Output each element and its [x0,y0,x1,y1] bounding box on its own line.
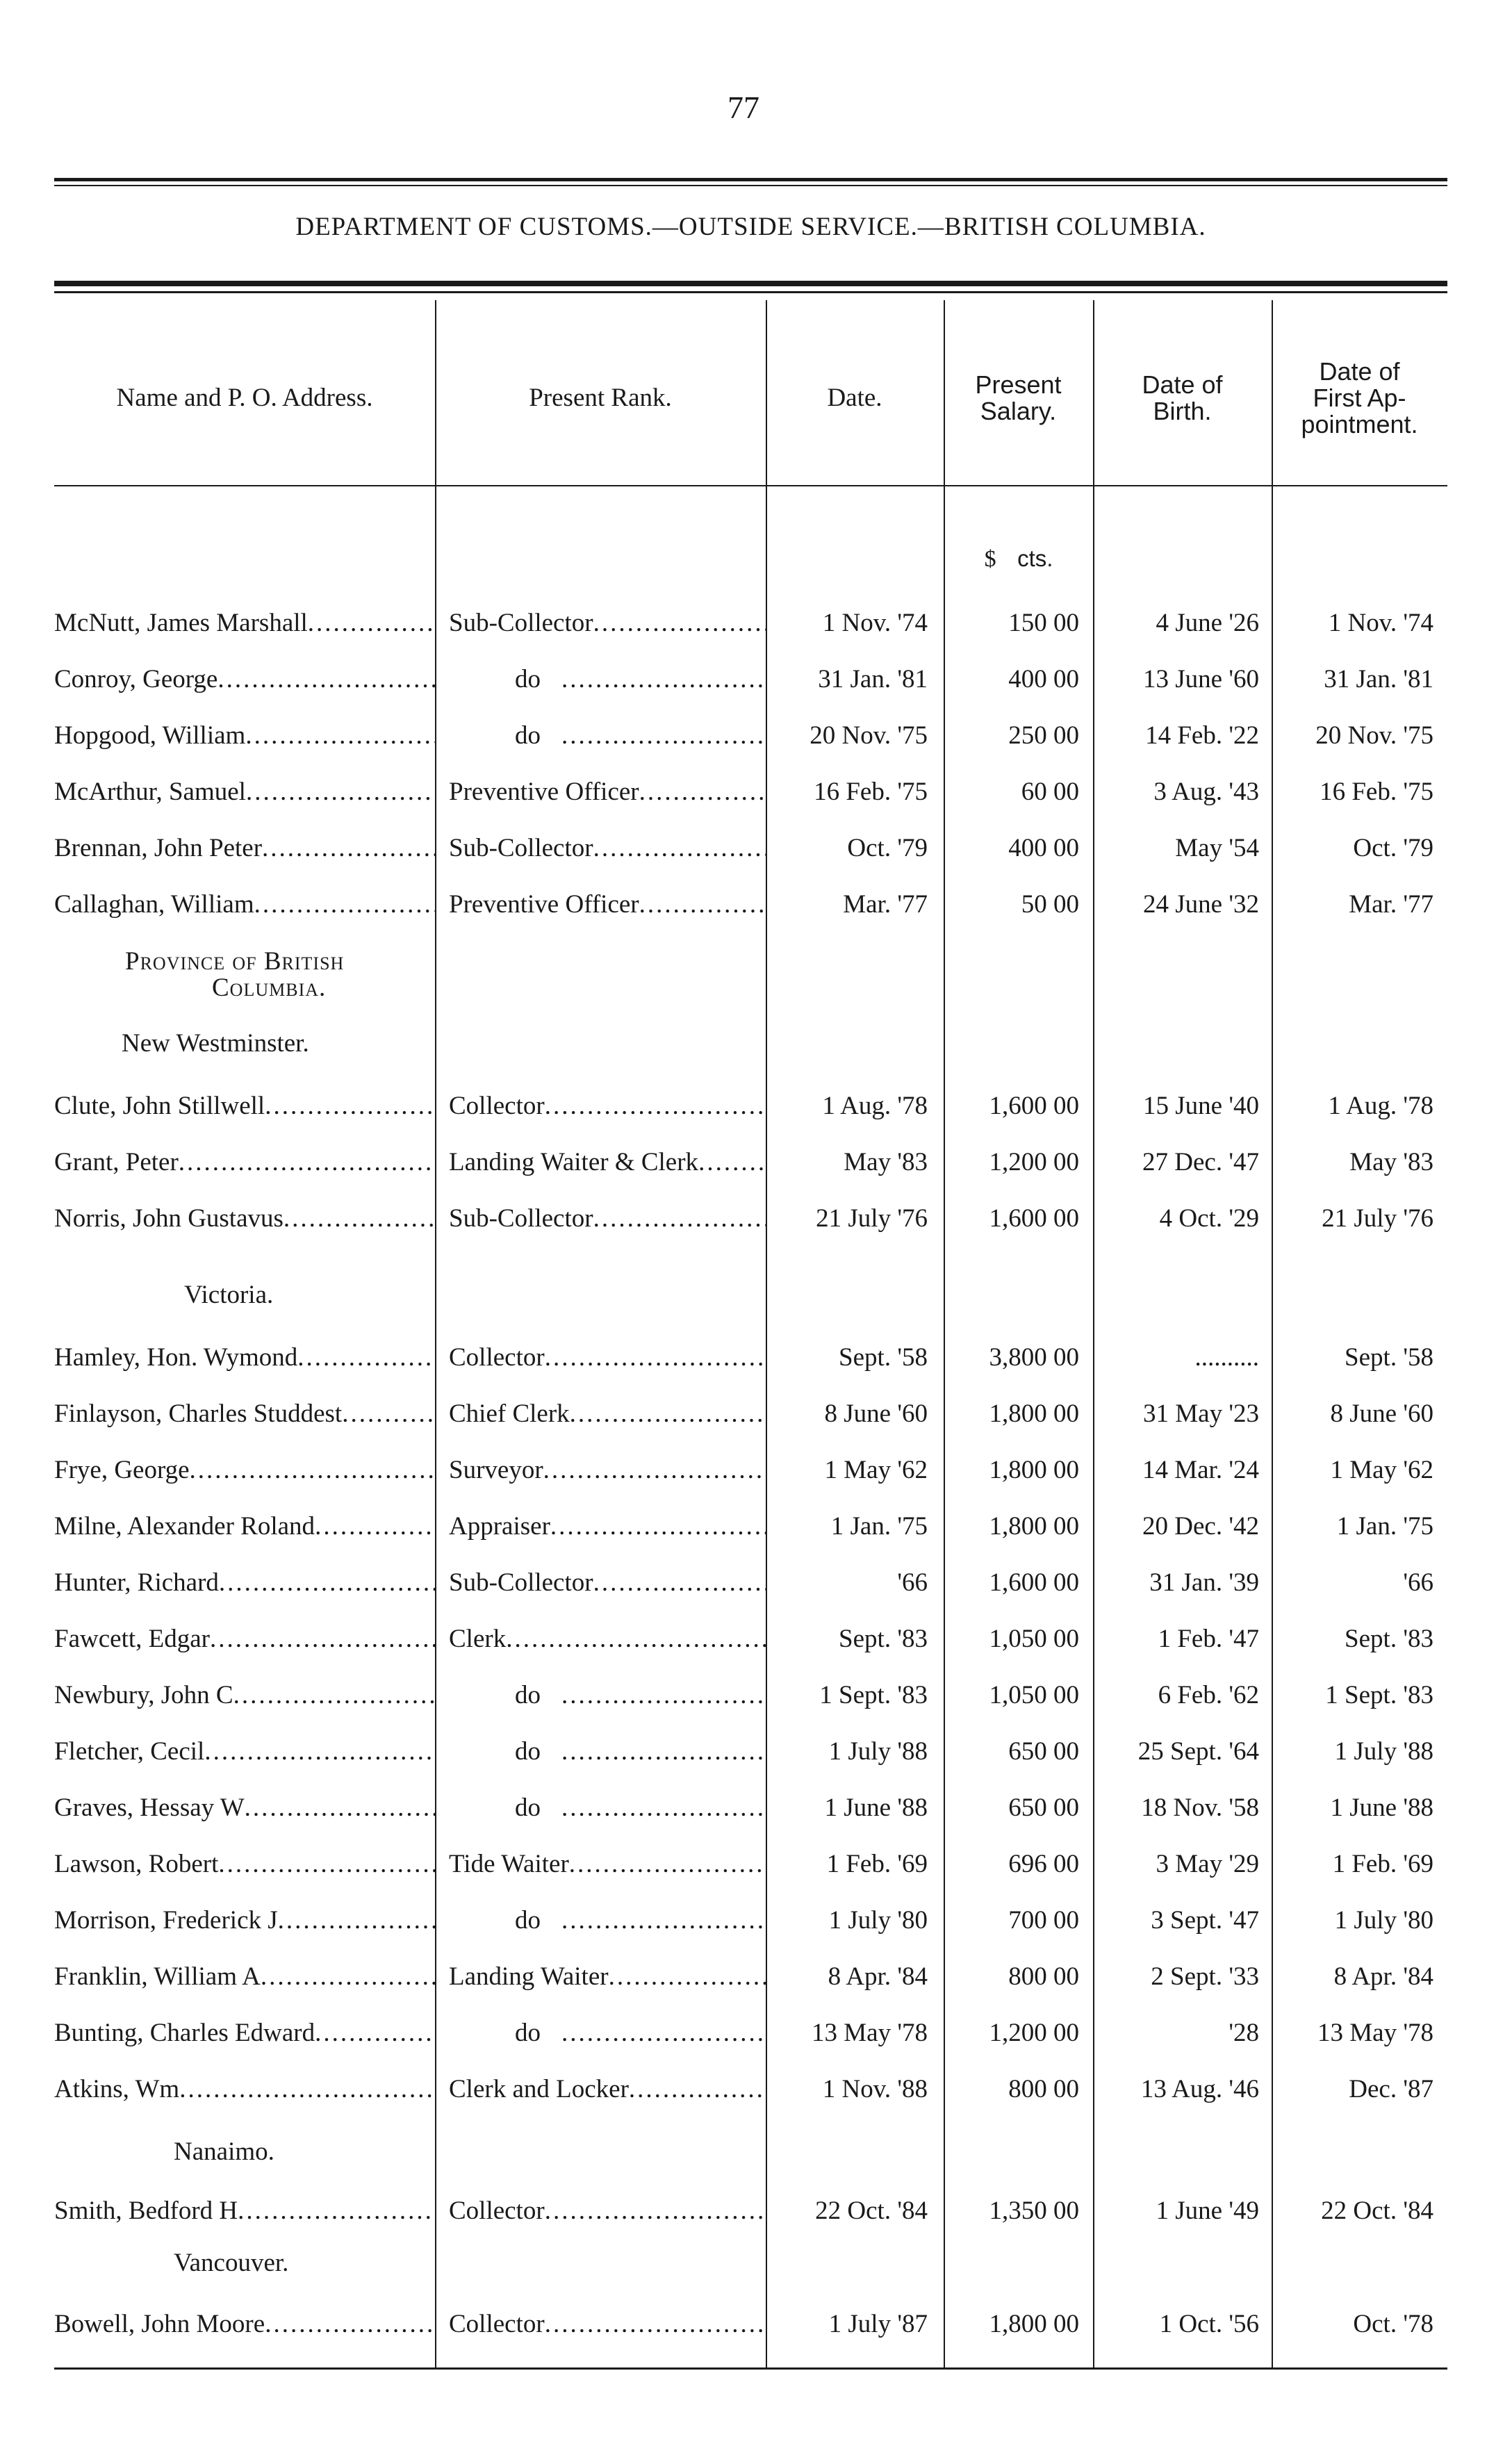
header-rank: Present Rank. [529,383,672,412]
cell-birth: 14 Feb. '22 [1145,721,1259,750]
header-rule-thick [54,281,1447,286]
cell-salary: 1,600 00 [989,1568,1079,1597]
name-text: Franklin, William A [54,1962,261,1991]
section-victoria: Victoria. [184,1281,274,1309]
cell-birth: 20 Dec. '42 [1142,1512,1259,1541]
cell-birth: 1 Oct. '56 [1159,2310,1259,2338]
section-new-westminster: New Westminster. [122,1029,309,1058]
leader-dots [561,1731,766,1773]
cell-first-appointment: Oct. '79 [1353,834,1433,862]
cell-rank [449,1731,766,1773]
name-text: Bowell, John Moore [54,2310,265,2338]
cell-first-appointment: 1 July '80 [1334,1906,1433,1935]
table-row [0,1675,1512,1716]
cell-salary: 650 00 [1008,1737,1079,1766]
header-bottom-rule [54,485,1447,486]
cell-name [54,1085,435,1127]
cell-rank [449,2190,766,2232]
cell-first-appointment: 1 Jan. '75 [1336,1512,1433,1541]
cell-date: Sept. '83 [839,1625,928,1653]
name-text: Morrison, Frederick J [54,1906,278,1935]
header-rule-thin [54,291,1447,293]
cell-date: 21 July '76 [816,1204,928,1233]
cell-birth: 3 Aug. '43 [1153,778,1259,806]
leader-dots [609,1956,766,1998]
name-text: Hamley, Hon. Wymond [54,1343,298,1372]
rank-text: Sub-Collector [449,1204,593,1233]
table-row [0,1900,1512,1942]
table-row [0,1337,1512,1379]
rank-text: Landing Waiter & Clerk [449,1148,699,1176]
leader-dots [593,1198,766,1240]
leader-dots [278,1900,435,1942]
leader-dots [561,659,766,700]
cell-salary: 1,600 00 [989,1092,1079,1120]
leader-dots [545,1085,766,1127]
rank-text: Chief Clerk [449,1400,570,1428]
cell-rank [449,1844,766,1885]
cell-name [54,1506,435,1548]
cell-salary: 800 00 [1008,2075,1079,2103]
header-salary: Present Salary. [975,370,1062,425]
cell-date: 1 May '62 [824,1456,928,1484]
cell-first-appointment: Oct. '78 [1353,2310,1433,2338]
leader-dots [265,1085,435,1127]
cell-rank [449,1562,766,1604]
cell-first-appointment: 20 Nov. '75 [1315,721,1433,750]
table-row [0,2012,1512,2054]
cell-salary: 150 00 [1008,609,1079,637]
page-number: 77 [728,90,759,125]
header-name: Name and P. O. Address. [116,383,373,412]
cell-name [54,2304,435,2345]
cell-name [54,771,435,813]
cell-rank [449,602,766,644]
name-text: Norris, John Gustavus [54,1204,284,1233]
cell-birth: 3 Sept. '47 [1151,1906,1259,1935]
cell-first-appointment: 22 Oct. '84 [1321,2197,1433,2225]
name-text: Lawson, Robert [54,1850,219,1878]
cell-first-appointment: 1 Nov. '74 [1328,609,1433,637]
leader-dots [297,1337,435,1379]
cell-first-appointment: 1 July '88 [1334,1737,1433,1766]
leader-dots [570,1393,766,1435]
cell-salary: 1,800 00 [989,1400,1079,1428]
cell-salary: 400 00 [1008,665,1079,693]
cell-first-appointment: Mar. '77 [1349,890,1433,919]
cell-birth: 4 June '26 [1156,609,1259,637]
rank-text: Sub-Collector [449,609,593,637]
cell-name [54,1675,435,1716]
name-text: Frye, George [54,1456,190,1484]
header-date: Date. [827,383,882,412]
name-text: Fletcher, Cecil [54,1737,205,1766]
name-text: Fawcett, Edgar [54,1625,210,1653]
cell-date: 1 Feb. '69 [826,1850,928,1878]
table-row [0,1618,1512,1660]
cell-date: 16 Feb. '75 [814,778,928,806]
table-row [0,1085,1512,1127]
cell-salary: 400 00 [1008,834,1079,862]
rank-text: Collector [449,1343,545,1372]
cell-first-appointment: 8 June '60 [1330,1400,1433,1428]
leader-dots [265,2304,435,2345]
leader-dots [550,1506,766,1548]
section-province-line2: Columbia. [212,974,327,1002]
leader-dots [210,1618,435,1660]
cell-name [54,659,435,700]
cell-birth: 27 Dec. '47 [1142,1148,1259,1176]
name-text: McNutt, James Marshall [54,609,308,637]
cell-salary: 1,350 00 [989,2197,1079,2225]
cell-name [54,1393,435,1435]
cell-rank [449,1337,766,1379]
cell-name [54,1787,435,1829]
cell-name [54,1956,435,1998]
cell-date: '66 [897,1568,928,1597]
table-row [0,1198,1512,1240]
name-text: Newbury, John C [54,1681,233,1709]
rank-text: Appraiser [449,1512,550,1541]
cell-date: 22 Oct. '84 [815,2197,928,2225]
section-nanaimo: Nanaimo. [174,2137,274,2166]
cell-first-appointment: Sept. '58 [1345,1343,1433,1372]
leader-dots [219,1562,435,1604]
dollar-sign: $ [984,546,996,572]
leader-dots [561,715,766,757]
rank-text: do [515,1681,541,1709]
cell-birth: 14 Mar. '24 [1142,1456,1259,1484]
cell-name [54,2190,435,2232]
cell-first-appointment: 13 May '78 [1317,2019,1433,2047]
cell-rank [449,1506,766,1548]
cell-date: 1 Nov. '74 [822,609,928,637]
rank-text: do [515,665,541,693]
cell-name [54,1844,435,1885]
cell-name [54,2012,435,2054]
cell-salary: 1,200 00 [989,2019,1079,2047]
name-text: Hunter, Richard [54,1568,219,1597]
rank-text: do [515,1906,541,1935]
leader-dots [629,2069,766,2110]
section-vancouver: Vancouver. [174,2249,289,2277]
table-row [0,771,1512,813]
table-row [0,715,1512,757]
name-text: Clute, John Stillwell [54,1092,265,1120]
cell-salary: 60 00 [1021,778,1079,806]
header-first-appointment: Date of First Ap- pointment. [1301,357,1418,438]
bottom-rule [54,2367,1447,2370]
table-row [0,828,1512,869]
cell-salary: 1,050 00 [989,1625,1079,1653]
top-rule-thin [54,185,1447,186]
cell-first-appointment: 1 Feb. '69 [1332,1850,1433,1878]
cell-name [54,884,435,926]
cell-first-appointment: 8 Apr. '84 [1333,1962,1433,1991]
name-text: Atkins, Wm [54,2075,180,2103]
leader-dots [506,1618,766,1660]
leader-dots [561,1900,766,1942]
cell-first-appointment: Sept. '83 [1345,1625,1433,1653]
cell-salary: 1,050 00 [989,1681,1079,1709]
name-text: Grant, Peter [54,1148,179,1176]
cell-date: Mar. '77 [843,890,928,919]
cell-salary: 1,800 00 [989,1512,1079,1541]
cell-rank [449,771,766,813]
leader-dots [543,1450,766,1491]
cell-salary: 1,800 00 [989,2310,1079,2338]
leader-dots [561,1787,766,1829]
leader-dots [233,1675,435,1716]
cell-rank [449,1787,766,1829]
cell-salary: 700 00 [1008,1906,1079,1935]
cell-birth: 3 May '29 [1156,1850,1259,1878]
cell-birth: '28 [1228,2019,1259,2047]
leader-dots [545,2190,766,2232]
rank-text: Clerk and Locker [449,2075,629,2103]
cell-date: May '83 [844,1148,928,1176]
leader-dots [218,1844,435,1885]
cell-date: 1 Jan. '75 [830,1512,928,1541]
cell-birth: .......... [1194,1343,1259,1372]
cell-first-appointment: '66 [1403,1568,1433,1597]
cell-birth: 4 Oct. '29 [1159,1204,1259,1233]
cell-date: 1 July '87 [828,2310,928,2338]
rank-text: do [515,1794,541,1822]
table-row [0,1142,1512,1183]
cell-first-appointment: 1 Aug. '78 [1328,1092,1433,1120]
table-row [0,1787,1512,1829]
cell-rank [449,659,766,700]
cell-rank [449,715,766,757]
cell-first-appointment: Dec. '87 [1349,2075,1433,2103]
rank-text: do [515,721,541,750]
section-province-line1: Province of British [125,947,345,976]
cell-salary: 1,800 00 [989,1456,1079,1484]
cell-first-appointment: 31 Jan. '81 [1324,665,1433,693]
cell-name [54,1731,435,1773]
leader-dots [284,1198,435,1240]
cell-rank [449,1142,766,1183]
leader-dots [238,2190,435,2232]
cell-birth: 2 Sept. '33 [1151,1962,1259,1991]
cell-birth: 15 June '40 [1143,1092,1259,1120]
rank-text: Preventive Officer [449,890,639,919]
table-row [0,659,1512,700]
cell-date: 1 Nov. '88 [822,2075,928,2103]
table-row [0,2190,1512,2232]
leader-dots [639,771,766,813]
leader-dots [261,1956,435,1998]
page-title: DEPARTMENT OF CUSTOMS.—OUTSIDE SERVICE.—BRITISH COLUMBIA. [295,213,1206,241]
cell-salary: 3,800 00 [989,1343,1079,1372]
cell-birth: 1 June '49 [1156,2197,1259,2225]
cell-rank [449,1198,766,1240]
cell-date: 1 Aug. '78 [822,1092,928,1120]
cell-salary: 696 00 [1008,1850,1079,1878]
cell-birth: 13 Aug. '46 [1140,2075,1259,2103]
table-row [0,1393,1512,1435]
cell-rank [449,1900,766,1942]
cell-name [54,1618,435,1660]
cell-rank [449,1956,766,1998]
table-row [0,1506,1512,1548]
cell-rank [449,1618,766,1660]
cell-rank [449,828,766,869]
rank-text: Collector [449,1092,545,1120]
top-rule-thick [54,178,1447,181]
cell-salary: 250 00 [1008,721,1079,750]
leader-dots [639,884,766,926]
cell-date: 13 May '78 [812,2019,928,2047]
cell-first-appointment: 1 June '88 [1330,1794,1433,1822]
rank-text: Landing Waiter [449,1962,609,1991]
cell-date: Sept. '58 [839,1343,928,1372]
cents-label: cts. [1017,545,1053,571]
cell-name [54,1562,435,1604]
cell-salary: 1,200 00 [989,1148,1079,1176]
rank-text: Sub-Collector [449,1568,593,1597]
leader-dots [179,1142,435,1183]
cell-first-appointment: 21 July '76 [1322,1204,1433,1233]
cell-rank [449,2304,766,2345]
table-row [0,1562,1512,1604]
table-row [0,884,1512,926]
name-text: Graves, Hessay W [54,1794,245,1822]
cell-first-appointment: 1 Sept. '83 [1325,1681,1433,1709]
leader-dots [315,1506,435,1548]
name-text: Callaghan, William [54,890,254,919]
cell-first-appointment: May '83 [1349,1148,1433,1176]
table-row [0,1731,1512,1773]
table-row [0,1956,1512,1998]
cell-date: 8 June '60 [824,1400,928,1428]
cell-rank [449,884,766,926]
rank-text: Sub-Collector [449,834,593,862]
table-row [0,2304,1512,2345]
leader-dots [217,659,435,700]
table-row [0,1844,1512,1885]
cell-birth: 24 June '32 [1143,890,1259,919]
cell-name [54,1450,435,1491]
cell-rank [449,1393,766,1435]
cell-birth: 25 Sept. '64 [1137,1737,1259,1766]
cell-date: 31 Jan. '81 [818,665,928,693]
rank-text: Collector [449,2310,545,2338]
rank-text: Surveyor [449,1456,543,1484]
cell-name [54,828,435,869]
cell-first-appointment: 1 May '62 [1330,1456,1433,1484]
leader-dots [245,715,435,757]
header-birth: Date of Birth. [1142,370,1223,425]
cell-date: 8 Apr. '84 [828,1962,928,1991]
leader-dots [561,2012,766,2054]
name-text: Bunting, Charles Edward [54,2019,315,2047]
leader-dots [545,1337,766,1379]
salary-units [953,545,1084,573]
table-row [0,1450,1512,1491]
leader-dots [593,602,766,644]
cell-birth: 31 Jan. '39 [1149,1568,1259,1597]
cell-rank [449,2069,766,2110]
cell-date: 1 June '88 [824,1794,928,1822]
cell-date: 1 July '88 [828,1737,928,1766]
name-text: Smith, Bedford H [54,2197,238,2225]
cell-salary: 800 00 [1008,1962,1079,1991]
name-text: Conroy, George [54,665,218,693]
leader-dots [545,2304,766,2345]
leader-dots [246,771,435,813]
leader-dots [254,884,435,926]
cell-first-appointment: 16 Feb. '75 [1320,778,1433,806]
cell-birth: 6 Feb. '62 [1158,1681,1259,1709]
cell-birth: 18 Nov. '58 [1141,1794,1259,1822]
leader-dots [204,1731,435,1773]
cell-rank [449,1085,766,1127]
cell-salary: 650 00 [1008,1794,1079,1822]
cell-name [54,1337,435,1379]
cell-birth: 13 June '60 [1143,665,1259,693]
leader-dots [569,1844,766,1885]
name-text: Brennan, John Peter [54,834,263,862]
cell-rank [449,2012,766,2054]
leader-dots [561,1675,766,1716]
table-row [0,2069,1512,2110]
cell-name [54,715,435,757]
rank-text: do [515,2019,541,2047]
leader-dots [315,2012,435,2054]
cell-date: 1 July '80 [828,1906,928,1935]
leader-dots [179,2069,435,2110]
cell-date: Oct. '79 [847,834,928,862]
cell-salary: 1,600 00 [989,1204,1079,1233]
cell-birth: 31 May '23 [1143,1400,1259,1428]
cell-date: 20 Nov. '75 [810,721,928,750]
leader-dots [308,602,435,644]
cell-rank [449,1450,766,1491]
cell-name [54,2069,435,2110]
table-row [0,602,1512,644]
leader-dots [245,1787,435,1829]
rank-text: do [515,1737,541,1766]
cell-rank [449,1675,766,1716]
cell-name [54,1198,435,1240]
cell-birth: May '54 [1175,834,1259,862]
cell-name [54,602,435,644]
name-text: Milne, Alexander Roland [54,1512,315,1541]
name-text: Finlayson, Charles Studdest [54,1400,343,1428]
cell-date: 1 Sept. '83 [819,1681,928,1709]
rank-text: Preventive Officer [449,778,639,806]
leader-dots [262,828,435,869]
name-text: McArthur, Samuel [54,778,246,806]
cell-name [54,1900,435,1942]
cell-salary: 50 00 [1021,890,1079,919]
rank-text: Collector [449,2197,545,2225]
leader-dots [342,1393,435,1435]
cell-birth: 1 Feb. '47 [1158,1625,1259,1653]
leader-dots [190,1450,435,1491]
leader-dots [593,828,766,869]
leader-dots [698,1142,766,1183]
rank-text: Clerk [449,1625,507,1653]
name-text: Hopgood, William [54,721,246,750]
rank-text: Tide Waiter [449,1850,569,1878]
cell-name [54,1142,435,1183]
leader-dots [593,1562,766,1604]
